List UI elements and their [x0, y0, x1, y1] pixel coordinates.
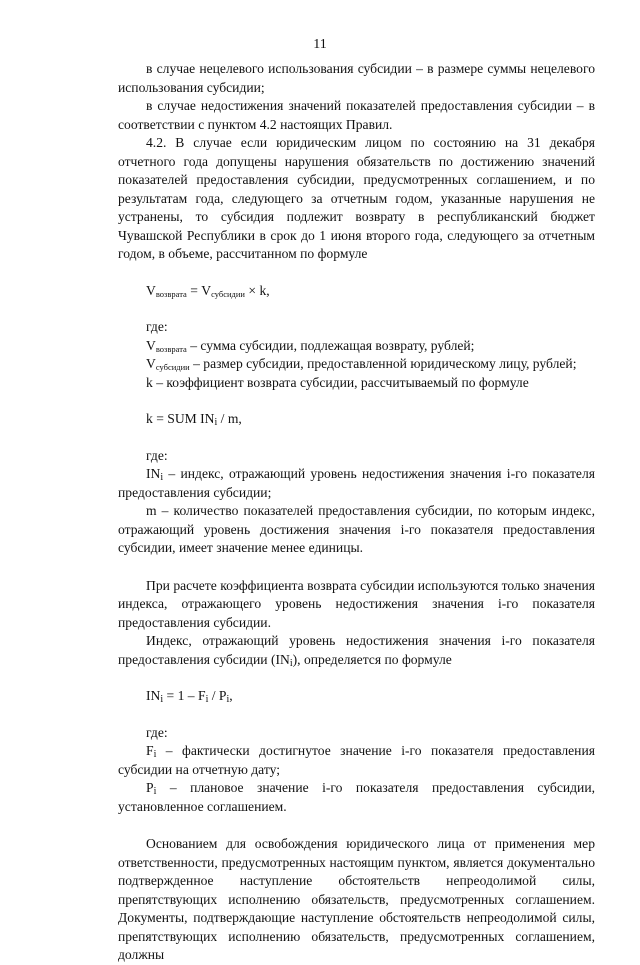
formula-index: INi = 1 – Fi / Pi, [146, 688, 233, 705]
where-label-3: где: [146, 724, 168, 740]
paragraph-misuse: в случае нецелевого использования субсидии – в размере суммы нецелевого использования субсидии; [118, 61, 595, 95]
paragraph-underachievement: в случае недостижения значений показателей предоставления субсидии – в соответствии с пунктом 4.2 настоящих Правил. [118, 98, 595, 132]
definition-m: m – количество показателей предоставления субсидии, по которым индекс, отражающий уровень достижения значения i-го показателя предоставления субсидии, имеет значение менее единицы. [118, 503, 595, 555]
definition-k: k – коэффициент возврата субсидии, рассчитываемый по формуле [146, 374, 529, 390]
definition-v-return: $V_{возврата}$ – сумма субсидии, подлежащая возврату, рублей; [146, 337, 475, 354]
formula-k: k = SUM INi / m, [146, 411, 242, 428]
formula-return-amount: $V_{возврата} = V_{субсидии} \times k$, [146, 282, 270, 299]
paragraph-4-2: 4.2. В случае если юридическим лицом по состоянию на 31 декабря отчетного года допущены нарушения обязательств по достижению значений показателей предоставления субсидии, предусмотренных соглашением, и по результатам года, следующего за отчетным годом, указанные нарушения не устранены, то субсидия подлежит возврату в республиканский бюджет Чувашской Республики в срок до 1 июня второго года, следующего за отчетным годом, в объеме, рассчитанном по формуле [118, 135, 595, 261]
document-body [118, 60, 595, 965]
paragraph-force-majeure: Основанием для освобождения юридического лица от применения мер ответственности, предусмотренных настоящим пунктом, является документально подтвержденное наступление обстоятельств непреодолимой силы, препятствующих исполнению обязательств, предусмотренных соглашением. Документы, подтверждающие наступление обстоятельств непреодолимой силы, препятствующих исполнению обязательств, предусмотренных соглашением, должны [118, 836, 595, 962]
paragraph-index: Индекс, отражающий уровень недостижения значения i-го показателя предоставления субсидии (INi), определяется по формуле [118, 633, 595, 669]
definition-in: INi – индекс, отражающий уровень недостижения значения i-го показателя предоставления субсидии; [118, 466, 595, 500]
where-label-2: где: [146, 447, 168, 463]
definition-p: Pi – плановое значение i-го показателя предоставления субсидии, установленное соглашением. [118, 780, 595, 814]
where-label-1: где: [146, 319, 168, 334]
page-number: 11 [313, 37, 327, 52]
paragraph-coefficient: При расчете коэффициента возврата субсидии используются только значения индекса, отражающего уровень недостижения значения i-го показателя предоставления субсидии. [118, 577, 595, 630]
definition-v-subsidy: $V_{субсидии}$ – размер субсидии, предоставленной юридическому лицу, рублей; [146, 356, 577, 372]
definition-f: Fi – фактически достигнутое значение i-го показателя предоставления субсидии на отчетную дату; [118, 743, 595, 777]
